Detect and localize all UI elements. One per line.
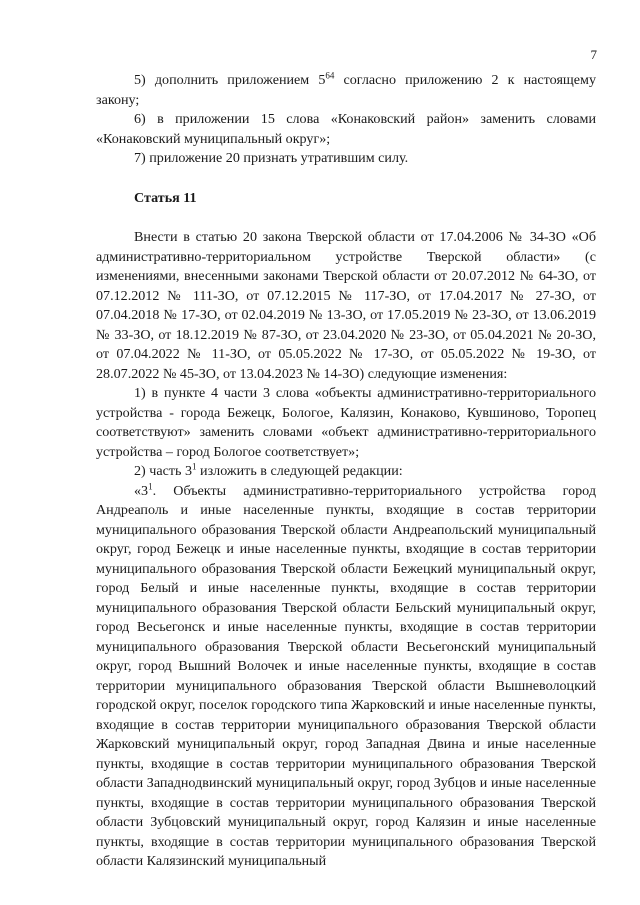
quote-start: «3: [134, 482, 149, 499]
page-number: 7: [590, 47, 597, 62]
point-2-text: 2) часть 3: [134, 463, 193, 479]
point-2-superscript: 1: [192, 461, 197, 472]
article-heading: Статья 11: [134, 189, 197, 206]
point-2-text-end: изложить в следующей редакции:: [196, 463, 403, 479]
article-point-2: [96, 462, 596, 482]
item-7: 7) приложение 20 признать утратившим силу.: [134, 150, 409, 166]
item-6: 6) в приложении 15 слова «Конаковский район» заменить словами «Конаковский муниципальный округ»;: [96, 111, 596, 147]
item-5-text: 5) дополнить приложением 5: [134, 72, 326, 88]
document-body: [96, 71, 596, 872]
item-5-text-end: согласно приложению 2 к настоящему закону;: [96, 72, 596, 108]
item-5-superscript: 64: [325, 70, 335, 81]
article-point-1: 1) в пункте 4 части 3 слова «объекты административно-территориального устройства - города Бежецк, Бологое, Калязин, Конаково, Кувшиново, Торопец соответствуют» заменить словами «объект административно-территориального устройства – город Бологое соответствует»;: [96, 385, 596, 460]
article-intro: Внести в статью 20 закона Тверской области от 17.04.2006 № 34-ЗО «Об административно-территориальном устройстве Тверской области» (с изменениями, внесенными законами Тверской области от 20.07.2012 № 64-ЗО, от 07.12.2012 № 111-ЗО, от 07.12.2015 № 117-ЗО, от 17.04.2017 № 27-ЗО, от 07.04.2018 № 17-ЗО, от 02.04.2019 № 13-ЗО, от 17.05.2019 № 23-ЗО, от 13.06.2019 № 33-ЗО, от 18.12.2019 № 87-ЗО, от 23.04.2020 № 23-ЗО, от 05.04.2021 № 20-ЗО, от 07.04.2022 № 11-ЗО, от 05.05.2022 № 17-ЗО, от 05.05.2022 № 19-ЗО, от 28.07.2022 № 45-ЗО, от 13.04.2023 № 14-ЗО) следующие изменения:: [96, 229, 596, 382]
article-quoted-part: [96, 482, 596, 872]
item-5: [96, 71, 596, 110]
quote-text: . Объекты административно-территориального устройства город Андреаполь и иные населенные пункты, входящие в состав территории муниципального образования Тверской области Андреапольский муниципальный округ, город Бежецк и иные населенные пункты, входящие в состав территории муниципального образования Тверской области Бежецкий муниципальный округ, город Белый и иные населенные пункты, входящие в состав территории муниципального образования Тверской области Бельский муниципальный округ, город Весьегонск и иные населенные пункты, входящие в состав территории муниципального образования Тверской области Весьегонский муниципальный округ, город Вышний Волочек и иные населенные пункты, входящие в состав территории муниципального образования Тверской области Вышневолоцкий городской округ, поселок городского типа Жарковский и иные населенные пункты, входящие в состав территории муниципального образования Тверской области Жарковский муниципальный округ, город Западная Двина и иные населенные пункты, входящие в состав территории муниципального образования Тверской области Западнодвинский муниципальный округ, город Зубцов и иные населенные пункты, входящие в состав территории муниципального образования Тверской области Зубцовский муниципальный округ, город Калязин и иные населенные пункты, входящие в состав территории муниципального образования Тверской области Калязинский муниципальный: [96, 482, 596, 869]
quote-superscript: 1: [148, 480, 153, 491]
